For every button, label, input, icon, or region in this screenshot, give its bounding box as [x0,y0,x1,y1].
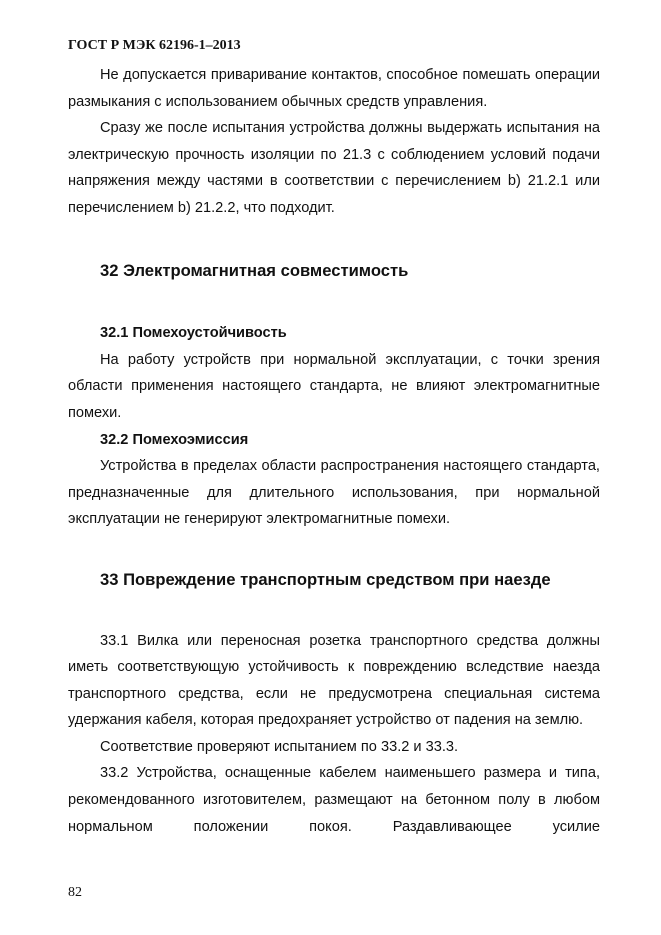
page-number: 82 [68,885,82,900]
paragraph-compliance: Соответствие проверяют испытанием по 33.2 и 33.3. [100,738,459,755]
section-33-heading: 33 Повреждение транспортным средством при наезде [100,569,551,589]
paragraph-welding: Не допускается приваривание контактов, способное помешать операции размыкания с использованием обычных средств управления. [68,67,600,110]
document-body [68,62,600,840]
paragraph-33-1: 33.1 Вилка или переносная розетка транспортного средства должны иметь соответствующую устойчивость к повреждению вследствие наезда транспортного средства, если не предусмотрена специальная система удержания кабеля, которая предохраняет устройство от падения на землю. [68,632,600,729]
paragraph-33-2: 33.2 Устройства, оснащенные кабелем наименьшего размера и типа, рекомендованного изготовителем, размещают на бетонном полу в любом нормальном положении покоя. Раздавливающее усилие [68,765,600,835]
subsection-32-2-text: Устройства в пределах области распространения настоящего стандарта, предназначенные для длительного использования, при нормальной эксплуатации не генерируют электромагнитные помехи. [68,458,600,528]
subsection-32-1-heading: 32.1 Помехоустойчивость [100,325,287,342]
document-header: ГОСТ Р МЭК 62196-1–2013 [68,38,241,53]
subsection-32-2-heading: 32.2 Помехоэмиссия [100,431,249,448]
subsection-32-1-text: На работу устройств при нормальной эксплуатации, с точки зрения области применения настоящего стандарта, не влияют электромагнитные помехи. [68,351,600,421]
paragraph-dielectric-test: Сразу же после испытания устройства должны выдержать испытания на электрическую прочность изоляции по 21.3 с соблюдением условий подачи напряжения между частями в соответствии с перечислением b) 21.2.1 или перечислением b) 21.2.2, что подходит. [68,120,600,216]
section-32-heading: 32 Электромагнитная совместимость [100,260,409,280]
